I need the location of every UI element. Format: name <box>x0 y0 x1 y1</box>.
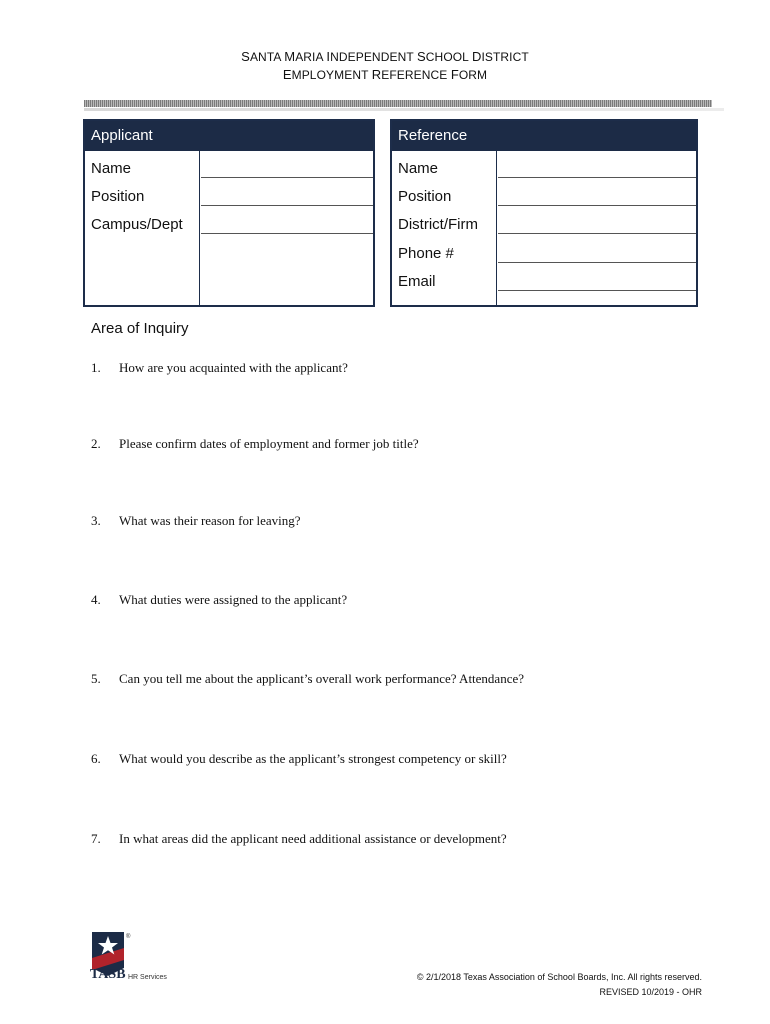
district-name-3-initial: I <box>326 49 331 64</box>
applicant-campus-label: Campus/Dept <box>91 216 183 233</box>
reference-phone-field[interactable] <box>498 262 696 263</box>
reference-column-divider <box>496 151 497 305</box>
applicant-position-field[interactable] <box>201 205 373 206</box>
question-3 <box>91 513 301 529</box>
district-name-2-rest: ARIA <box>295 50 327 64</box>
form-name-3-initial: F <box>450 67 459 82</box>
logo-tagline-text: HR Services <box>128 974 167 981</box>
district-name-4-rest: CHOOL <box>425 50 472 64</box>
question-3-number: 3. <box>91 513 101 528</box>
reference-name-label: Name <box>398 160 439 177</box>
form-name <box>0 66 770 84</box>
district-name-3-rest: NDEPENDENT <box>330 50 417 64</box>
registered-mark: ® <box>126 934 131 940</box>
header-divider-shadow <box>84 108 724 111</box>
form-name-1-rest: MPLOYMENT <box>291 68 372 82</box>
reference-district-field[interactable] <box>498 233 696 234</box>
district-name-5-initial: D <box>471 49 482 64</box>
applicant-position-label: Position <box>91 188 145 205</box>
question-1 <box>91 360 348 376</box>
district-name-4-initial: S <box>417 49 426 64</box>
form-name-1-initial: E <box>282 67 292 82</box>
reference-email-field[interactable] <box>498 290 696 291</box>
header-divider <box>84 100 712 107</box>
district-name-5-rest: ISTRICT <box>481 50 529 64</box>
copyright-notice: © 2/1/2018 Texas Association of School Boards, Inc. All rights reserved. <box>416 972 702 982</box>
reference-phone-label: Phone # <box>398 245 454 262</box>
district-name-1-initial: S <box>241 49 250 64</box>
question-7 <box>91 831 507 847</box>
reference-email-label: Email <box>398 273 436 290</box>
reference-position-label: Position <box>398 188 452 205</box>
tasb-logo <box>90 930 170 982</box>
district-name-1-rest: ANTA <box>249 50 285 64</box>
form-name-2-rest: EFERENCE <box>381 68 451 82</box>
reference-header: Reference <box>392 121 696 151</box>
question-2-number: 2. <box>91 436 101 451</box>
applicant-box <box>83 119 375 307</box>
applicant-name-label: Name <box>91 160 132 177</box>
question-5-text: Can you tell me about the applicant’s overall work performance? Attendance? <box>119 671 525 686</box>
question-7-text: In what areas did the applicant need additional assistance or development? <box>119 831 507 846</box>
question-6-text: What would you describe as the applicant’s strongest competency or skill? <box>119 751 507 766</box>
question-3-text: What was their reason for leaving? <box>119 513 301 528</box>
applicant-name-field[interactable] <box>201 177 373 178</box>
question-1-text: How are you acquainted with the applicant? <box>119 360 348 375</box>
question-5 <box>91 671 524 687</box>
reference-position-field[interactable] <box>498 205 696 206</box>
tasb-logo-mark <box>90 930 170 982</box>
applicant-column-divider <box>199 151 200 305</box>
question-4-number: 4. <box>91 592 101 607</box>
reference-district-label: District/Firm <box>398 216 478 233</box>
question-6-number: 6. <box>91 751 101 766</box>
area-of-inquiry-heading: Area of Inquiry <box>91 320 189 337</box>
applicant-campus-field[interactable] <box>201 233 373 234</box>
reference-box <box>390 119 698 307</box>
question-6 <box>91 751 507 767</box>
form-title <box>0 48 770 84</box>
question-2 <box>91 436 419 452</box>
question-2-text: Please confirm dates of employment and former job title? <box>119 436 419 451</box>
district-name <box>0 48 770 66</box>
question-4 <box>91 592 347 608</box>
question-1-number: 1. <box>91 360 101 375</box>
form-name-3-rest: ORM <box>458 68 488 82</box>
reference-name-field[interactable] <box>498 177 696 178</box>
applicant-header: Applicant <box>85 121 373 151</box>
question-4-text: What duties were assigned to the applicant? <box>119 592 348 607</box>
district-name-2-initial: M <box>284 49 296 64</box>
revision-note: REVISED 10/2019 - OHR <box>599 987 702 997</box>
question-5-number: 5. <box>91 671 101 686</box>
logo-brand-text: TASB <box>90 967 126 982</box>
form-name-2-initial: R <box>371 67 382 82</box>
question-7-number: 7. <box>91 831 101 846</box>
